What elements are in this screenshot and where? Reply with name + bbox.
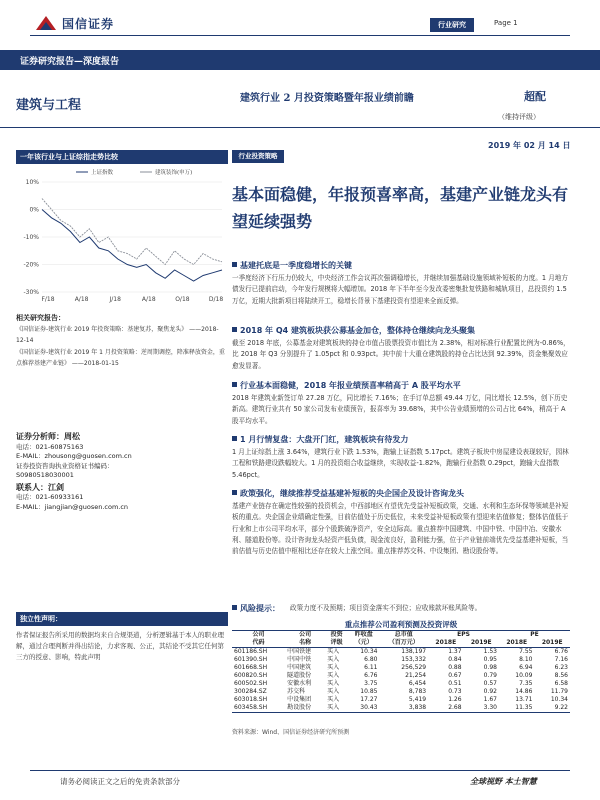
table-row [232, 688, 570, 696]
related-report-item: 《国信证券-建筑行业 2019 年 1 月投资策略：逆周期调控，降准释放资金，重点推荐基建产业链》 ——2018-01-15 [16, 349, 225, 367]
bullet-heading: 1 月行情复盘：大盘开门红，建筑板块有待发力 [232, 434, 570, 445]
table-cell: 14.86 [515, 688, 533, 695]
table-cell: 中国中铁 [287, 656, 312, 663]
legend-label: 建筑装饰(申万) [155, 170, 193, 176]
bullet-body: 1 月上证综指上涨 3.64%，建筑行业下跌 1.53%，跑输上证指数 5.17pct。建筑子板块中房屋建设表现较好，园林工程和铁路建设跌幅较大。1 月的投资组合收益继续，实现收益-1.82%，跑输行业指数 0.29pct，跑输大盘指数 5.46pct。 [232, 448, 569, 479]
th: 评级 [325, 639, 348, 648]
bullet-body: 截至 2018 年底，公募基金对建筑板块的持仓市值占股票投资市值比为 2.38%，相对标准行业配置比例为-0.86%，比 2018 年 Q3 分别提升了 1.05pct 和 0.93pct。其中前十大重仓建筑股的持仓占比达到 92.39%，资金集聚效应愈发显著。 [232, 339, 570, 370]
table-cell: 30.43 [348, 704, 379, 713]
table-cell: 1.67 [483, 696, 497, 703]
table-cell: 中国建筑 [287, 664, 312, 671]
table-cell: 0.79 [483, 672, 497, 679]
table-cell: 256,529 [401, 664, 427, 671]
th: 名称 [285, 639, 325, 648]
table-cell: 11.79 [550, 688, 568, 695]
contact-role: 联系人： [16, 482, 48, 492]
report-title: 建筑行业 2 月投资策略暨年报业绩前瞻 [240, 93, 414, 104]
table-title: 重点推荐公司盈利预测及投资评级 [344, 620, 458, 629]
table-source: 资料来源：Wind、国信证券经济研究所预测 [232, 729, 350, 736]
table-cell: 隧道股份 [287, 672, 312, 679]
table-cell: 7.16 [554, 656, 568, 663]
th: 公司 [232, 631, 285, 640]
bullet-icon [232, 490, 237, 495]
table-cell: 3.75 [364, 680, 378, 687]
analyst-role: 证券分析师： [16, 432, 64, 441]
y-tick-label: 0% [29, 206, 39, 214]
table-row [232, 664, 570, 672]
table-cell: 9.22 [534, 704, 570, 713]
table-cell: 300284.SZ [234, 688, 267, 695]
y-tick-label: -30% [23, 289, 39, 296]
analyst-name: 周松 [64, 432, 80, 441]
bullet-heading: 2018 年 Q4 建筑板块获公募基金加仓，整体持仓继续向龙头聚集 [232, 325, 570, 336]
table-cell: 601668.SH [234, 664, 268, 671]
table-cell: 0.84 [448, 656, 462, 663]
th: PE [499, 631, 570, 640]
footer-slogan: 全球视野 本土智慧 [470, 776, 537, 786]
table-row [232, 656, 570, 664]
section-tag: 行业投资策略 [232, 150, 284, 163]
table-cell: 1.37 [448, 648, 462, 655]
table-cell: 0.57 [483, 680, 497, 687]
table-cell: 中国铁建 [287, 648, 312, 655]
table-cell: 600502.SH [234, 680, 268, 687]
related-title: 相关研究报告： [16, 314, 65, 322]
th: 2018E [428, 639, 463, 648]
analyst-email: E-MAIL：zhousong@guosen.com.cn [16, 452, 132, 460]
table-cell: 8.10 [519, 656, 533, 663]
table-cell: 0.51 [448, 680, 462, 687]
footer-disclaimer: 请务必阅读正文之后的免责条款部分 [60, 777, 180, 786]
forecast-table [232, 630, 570, 713]
table-cell: 153,332 [401, 656, 427, 663]
table-cell: 买入 [327, 688, 340, 695]
bullet-heading: 行业基本面稳健，2018 年报业绩预喜率稍高于 A 股平均水平 [232, 380, 570, 391]
table-row [232, 696, 570, 704]
chart-header: 一年该行业与上证综指走势比较 [16, 150, 228, 164]
table-cell: 苏交科 [287, 688, 306, 695]
bullet-heading: 基建托底是一季度稳增长的关键 [232, 260, 570, 271]
bullet-heading: 风险提示： [232, 603, 280, 614]
th: （百万元） [379, 639, 428, 648]
table-cell: 1.26 [448, 696, 462, 703]
report-type: 证券研究报告—深度报告 [20, 57, 120, 67]
table-cell: 8,783 [408, 688, 427, 695]
th: 总市值 [379, 631, 428, 640]
analyst-block [16, 432, 228, 512]
disclaimer-text: 作者保证报告所采用的数据均来自合规渠道，分析逻辑基于本人的职业理解，通过合理判断并得出结论，力求客观、公正，其结论不受其它任何第三方的授意、影响，特此声明 [16, 631, 224, 661]
th: EPS [428, 631, 499, 640]
table-cell: 138,197 [401, 648, 427, 655]
table-cell: 买入 [327, 664, 340, 671]
table-cell: 0.92 [483, 688, 497, 695]
contact-email: E-MAIL：jiangjian@guosen.com.cn [16, 502, 129, 511]
table-cell: 6.80 [364, 656, 378, 663]
analyst-cert-no: S0980518030001 [16, 471, 74, 479]
table-cell: 买入 [325, 704, 348, 713]
table-cell: 买入 [327, 680, 340, 687]
x-tick-label: A/18 [141, 296, 156, 303]
bullet-body: 一季度经济下行压力仍较大，中央经济工作会议再次强调稳增长，并继续加强基础设施领域补短板的力度。1 月地方债发行已提前启动，今年发行规模将大幅增加。2018 年下半年至今发改委密集批复铁路和城轨项目，总投资约 1.5 万亿，近期大批新项目将陆续开工，稳增长背景下基建投资有望迎来全面反弹。 [232, 274, 568, 305]
th: 投资 [325, 631, 348, 640]
table-cell: 0.95 [483, 656, 497, 663]
logo-text: 国信证券 [62, 17, 115, 31]
table-cell: 0.88 [448, 664, 462, 671]
table-cell: 6.23 [554, 664, 568, 671]
table-cell: 0.98 [483, 664, 497, 671]
x-tick-label: F/18 [41, 296, 55, 303]
legend-label: 上证指数 [91, 170, 114, 176]
table-cell: 10.09 [515, 672, 533, 679]
table-cell: 2.68 [428, 704, 463, 713]
table-cell: 买入 [327, 696, 340, 703]
bullet-icon [232, 327, 237, 332]
bullet-body: 基建产业链存在确定性较强的投资机会，中西部地区有望优先受益补短板政策，交通、水利和生态环保等领域是补短板的重点。央企国企业绩确定性强，目前估值处于历史低位，未来受益补短板政策有望迎来估值修复；整体估值低于行业和上市公司平均水平，部分个股跌破净资产，安全边际高。重点推荐中国建筑、中国中铁、中国中冶、安徽水利、隧道股份等。设计咨询龙头轻资产低负债，现金流良好，盈利能力强，位于产业链前端优先受益基建补短板，当前估值与历史估值中枢相比还存在较大上涨空间。重点推荐苏交科、中设集团、勘设股份等。 [232, 502, 569, 556]
table-cell: 13.71 [515, 696, 533, 703]
table-cell: 600820.SH [234, 672, 268, 679]
table-cell: 21,254 [405, 672, 427, 679]
rating: 超配 [524, 90, 546, 103]
table-cell: 603018.SH [234, 696, 268, 703]
th: 昨收盘 [348, 631, 379, 640]
y-tick-label: 10% [25, 179, 39, 186]
table-cell: 安徽水利 [287, 680, 312, 687]
table-cell: 17.27 [360, 696, 378, 703]
table-cell: 7.35 [519, 680, 533, 687]
x-tick-label: A/18 [74, 296, 89, 303]
series-line-2 [42, 199, 222, 265]
bullet-icon [232, 382, 237, 387]
x-tick-label: O/18 [175, 296, 190, 303]
th: 2018E [499, 639, 534, 648]
table-cell: 7.55 [519, 648, 533, 655]
table-row [232, 704, 570, 713]
header-tab: 行业研究 [430, 18, 474, 32]
table-cell: 10.34 [360, 648, 378, 655]
table-cell: 0.73 [448, 688, 462, 695]
table-cell: 买入 [327, 648, 340, 655]
related-report-item: 《国信证券-建筑行业 2019 年投资策略：基建复苏，聚焦龙头》 ——2018-12-14 [16, 326, 219, 344]
table-cell: 6.76 [554, 648, 568, 655]
series-line-1 [42, 210, 222, 282]
table-cell: 6.11 [364, 664, 378, 671]
table-cell: 6.58 [554, 680, 568, 687]
bullet-heading: 政策强化，继续推荐受益基建补短板的央企国企及设计咨询龙头 [232, 488, 570, 499]
table-cell: 买入 [327, 656, 340, 663]
th: 2019E [534, 639, 570, 648]
table-cell: 601186.SH [234, 648, 268, 655]
table-cell: 6,454 [408, 680, 427, 687]
table-cell: 中设集团 [287, 696, 312, 703]
bullet-body: 2018 年建筑业新签订单 27.28 万亿，同比增长 7.16%；在手订单总额 49.44 万亿，同比增长 12.5%，创下历史新高。建筑行业共有 50 家公司发布业绩预告，报喜率为 39.68%，其中公告业绩预增的公司占比 64%，稍高于 A 股平均水平。 [232, 394, 568, 425]
contact-name: 江剑 [48, 482, 64, 492]
analyst-phone: 电话：021-60875163 [16, 442, 84, 451]
table-cell: 1.53 [483, 648, 497, 655]
x-tick-label: J/18 [109, 296, 121, 303]
th: 代码 [232, 639, 285, 648]
contact-phone: 电话：021-60933161 [16, 493, 84, 501]
table-cell: 601390.SH [234, 656, 268, 663]
header-divider [30, 35, 570, 36]
th: 2019E [464, 639, 499, 648]
table-cell: 6.94 [519, 664, 533, 671]
rating-sub: （维持评级） [498, 113, 540, 121]
table-cell: 10.85 [360, 688, 378, 695]
bullet-icon [232, 605, 237, 610]
bullet-icon [232, 262, 237, 267]
table-cell: 6.76 [364, 672, 378, 679]
index-comparison-chart [16, 164, 228, 314]
bullet-body: 政策力度不及预期；项目资金落实不到位；应收账款坏账风险等。 [290, 604, 482, 612]
headline: 基本面稳健，年报预喜率高，基建产业链龙头有望延续强势 [232, 185, 569, 231]
page-number: Page 1 [494, 19, 518, 27]
th: 公司 [285, 631, 325, 640]
y-tick-label: -10% [23, 234, 39, 241]
analyst-cert: 证券投资咨询执业资格证书编码： [16, 461, 114, 470]
table-cell: 10.34 [550, 696, 568, 703]
footer-divider [30, 770, 570, 771]
th: （元） [348, 639, 379, 648]
table-row [232, 672, 570, 680]
industry-title: 建筑与工程 [16, 98, 82, 113]
y-tick-label: -20% [23, 261, 39, 269]
guosen-logo-icon [34, 14, 58, 32]
table-cell: 3.30 [464, 704, 499, 713]
table-cell: 11.35 [499, 704, 534, 713]
bullet-icon [232, 436, 237, 441]
disclaimer-header: 独立性声明： [16, 612, 228, 626]
table-cell: 3,838 [379, 704, 428, 713]
report-date: 2019 年 02 月 14 日 [488, 141, 571, 150]
table-cell: 5,419 [408, 696, 427, 703]
table-cell: 买入 [327, 672, 340, 679]
table-cell: 603458.SH [232, 704, 285, 713]
table-cell: 勘设股份 [285, 704, 325, 713]
related-reports [16, 324, 228, 370]
table-cell: 8.56 [554, 672, 568, 679]
table-cell: 0.67 [448, 672, 462, 679]
table-row [232, 680, 570, 688]
table-row [232, 648, 570, 657]
x-tick-label: D/18 [208, 296, 224, 303]
